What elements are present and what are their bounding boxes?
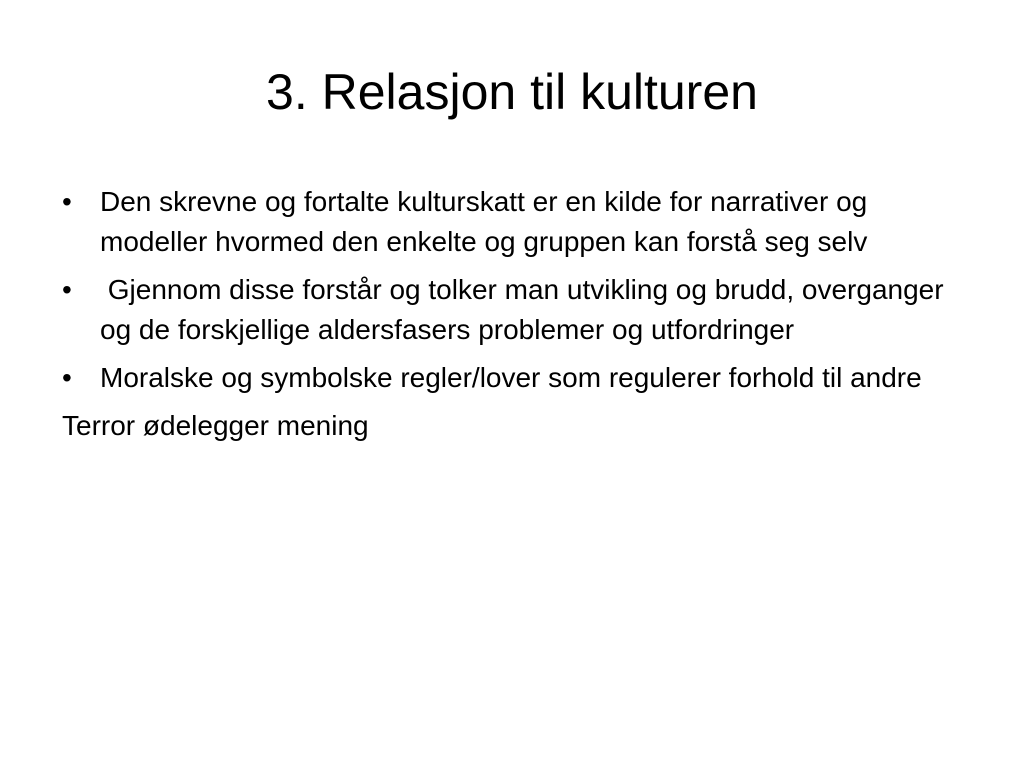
bullet-marker: • <box>62 186 72 217</box>
bullet-item <box>62 358 962 398</box>
bullet-marker: • <box>62 274 72 305</box>
bullet-marker: • <box>62 362 72 393</box>
bullet-item <box>62 182 962 262</box>
plain-text-line: Terror ødelegger mening <box>62 410 369 441</box>
bullet-list <box>62 182 962 398</box>
slide-title: 3. Relasjon til kulturen <box>266 64 758 120</box>
bullet-text: Gjennom disse forstår og tolker man utvikling og brudd, overganger og de forskjellige aldersfasers problemer og utfordringer <box>100 274 952 345</box>
bullet-item <box>62 270 962 350</box>
bullet-text: Den skrevne og fortalte kulturskatt er en kilde for narrativer og modeller hvormed den enkelte og gruppen kan forstå seg selv <box>100 186 868 257</box>
slide-body <box>62 182 962 446</box>
bullet-text: Moralske og symbolske regler/lover som regulerer forhold til andre <box>100 362 922 393</box>
